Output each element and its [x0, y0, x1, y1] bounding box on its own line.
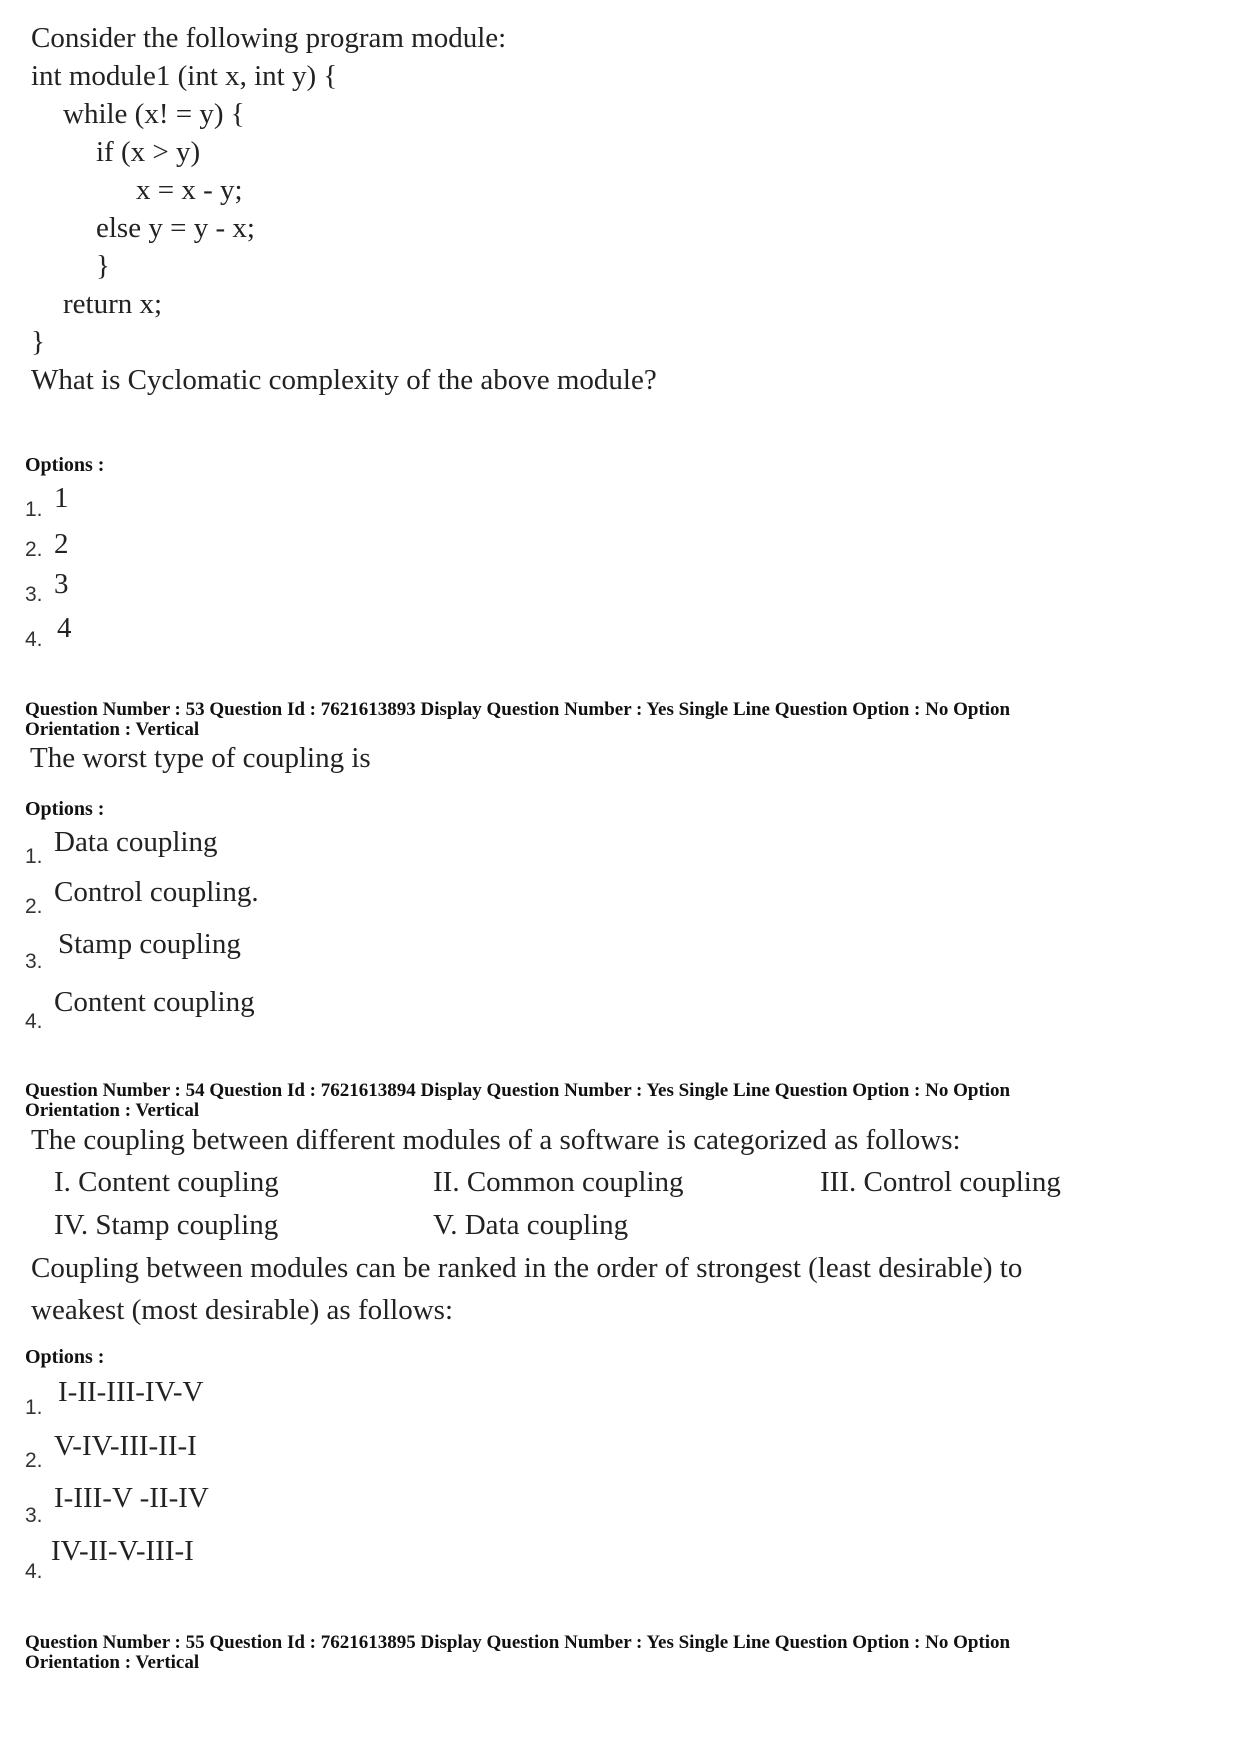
option-text: I-II-III-IV-V — [58, 1376, 204, 1408]
option-text: I-III-V -II-IV — [54, 1482, 209, 1514]
coupling-item: I. Content coupling — [54, 1166, 279, 1198]
coupling-item: IV. Stamp coupling — [54, 1209, 279, 1241]
option-number: 4. — [25, 628, 43, 651]
q55-meta-line1: Question Number : 55 Question Id : 7621613895 Display Question Number : Yes Single Line Question Option : No Option — [25, 1632, 1011, 1653]
q53-meta-line2: Orientation : Vertical — [25, 719, 200, 740]
option-text: Stamp coupling — [58, 928, 241, 960]
option-text: V-IV-III-II-I — [54, 1430, 197, 1462]
q54-question-line2: Coupling between modules can be ranked in the order of strongest (least desirable) to — [31, 1252, 1023, 1284]
option-text: 1 — [54, 482, 69, 514]
option-number: 1. — [25, 498, 43, 521]
option-text: 2 — [54, 528, 69, 560]
code-line: else y = y - x; — [96, 212, 255, 244]
coupling-item: V. Data coupling — [433, 1209, 629, 1241]
option-number: 3. — [25, 950, 43, 973]
option-number: 3. — [25, 1504, 43, 1527]
code-line: return x; — [63, 288, 163, 320]
option-number: 2. — [25, 895, 43, 918]
code-line: } — [96, 250, 110, 282]
q54-meta-line2: Orientation : Vertical — [25, 1100, 200, 1121]
code-line: if (x > y) — [96, 136, 201, 168]
option-text: Control coupling. — [54, 876, 259, 908]
code-line: x = x - y; — [136, 174, 243, 206]
q53-question: The worst type of coupling is — [30, 742, 371, 774]
code-line: } — [31, 326, 45, 358]
q52-intro: Consider the following program module: — [31, 22, 507, 54]
q55-meta-line2: Orientation : Vertical — [25, 1652, 200, 1673]
q54-options-label: Options : — [25, 1346, 105, 1368]
option-number: 2. — [25, 1449, 43, 1472]
coupling-item: III. Control coupling — [820, 1166, 1061, 1198]
q54-question-line1: The coupling between different modules of a software is categorized as follows: — [31, 1124, 961, 1156]
option-number: 1. — [25, 1396, 43, 1419]
option-number: 1. — [25, 845, 43, 868]
q52-question: What is Cyclomatic complexity of the above module? — [31, 364, 657, 396]
option-number: 3. — [25, 583, 43, 606]
q54-meta — [25, 1081, 1010, 1121]
coupling-item: II. Common coupling — [433, 1166, 684, 1198]
q52-options-label: Options : — [25, 454, 105, 476]
option-text: Data coupling — [54, 826, 218, 858]
q53-meta-line1: Question Number : 53 Question Id : 7621613893 Display Question Number : Yes Single Line Question Option : No Option — [25, 699, 1011, 720]
q53-meta — [25, 700, 1010, 740]
q53-options-label: Options : — [25, 798, 105, 820]
option-number: 2. — [25, 538, 43, 561]
option-text: 3 — [54, 568, 69, 600]
option-number: 4. — [25, 1010, 43, 1033]
option-text: 4 — [57, 612, 72, 644]
option-number: 4. — [25, 1560, 43, 1583]
option-text: IV-II-V-III-I — [51, 1535, 194, 1567]
q55-meta — [25, 1633, 1010, 1673]
code-line: int module1 (int x, int y) { — [31, 60, 338, 92]
q54-question-line3: weakest (most desirable) as follows: — [31, 1294, 454, 1326]
code-line: while (x! = y) { — [63, 98, 245, 130]
q54-meta-line1: Question Number : 54 Question Id : 7621613894 Display Question Number : Yes Single Line Question Option : No Option — [25, 1080, 1011, 1101]
option-text: Content coupling — [54, 986, 255, 1018]
